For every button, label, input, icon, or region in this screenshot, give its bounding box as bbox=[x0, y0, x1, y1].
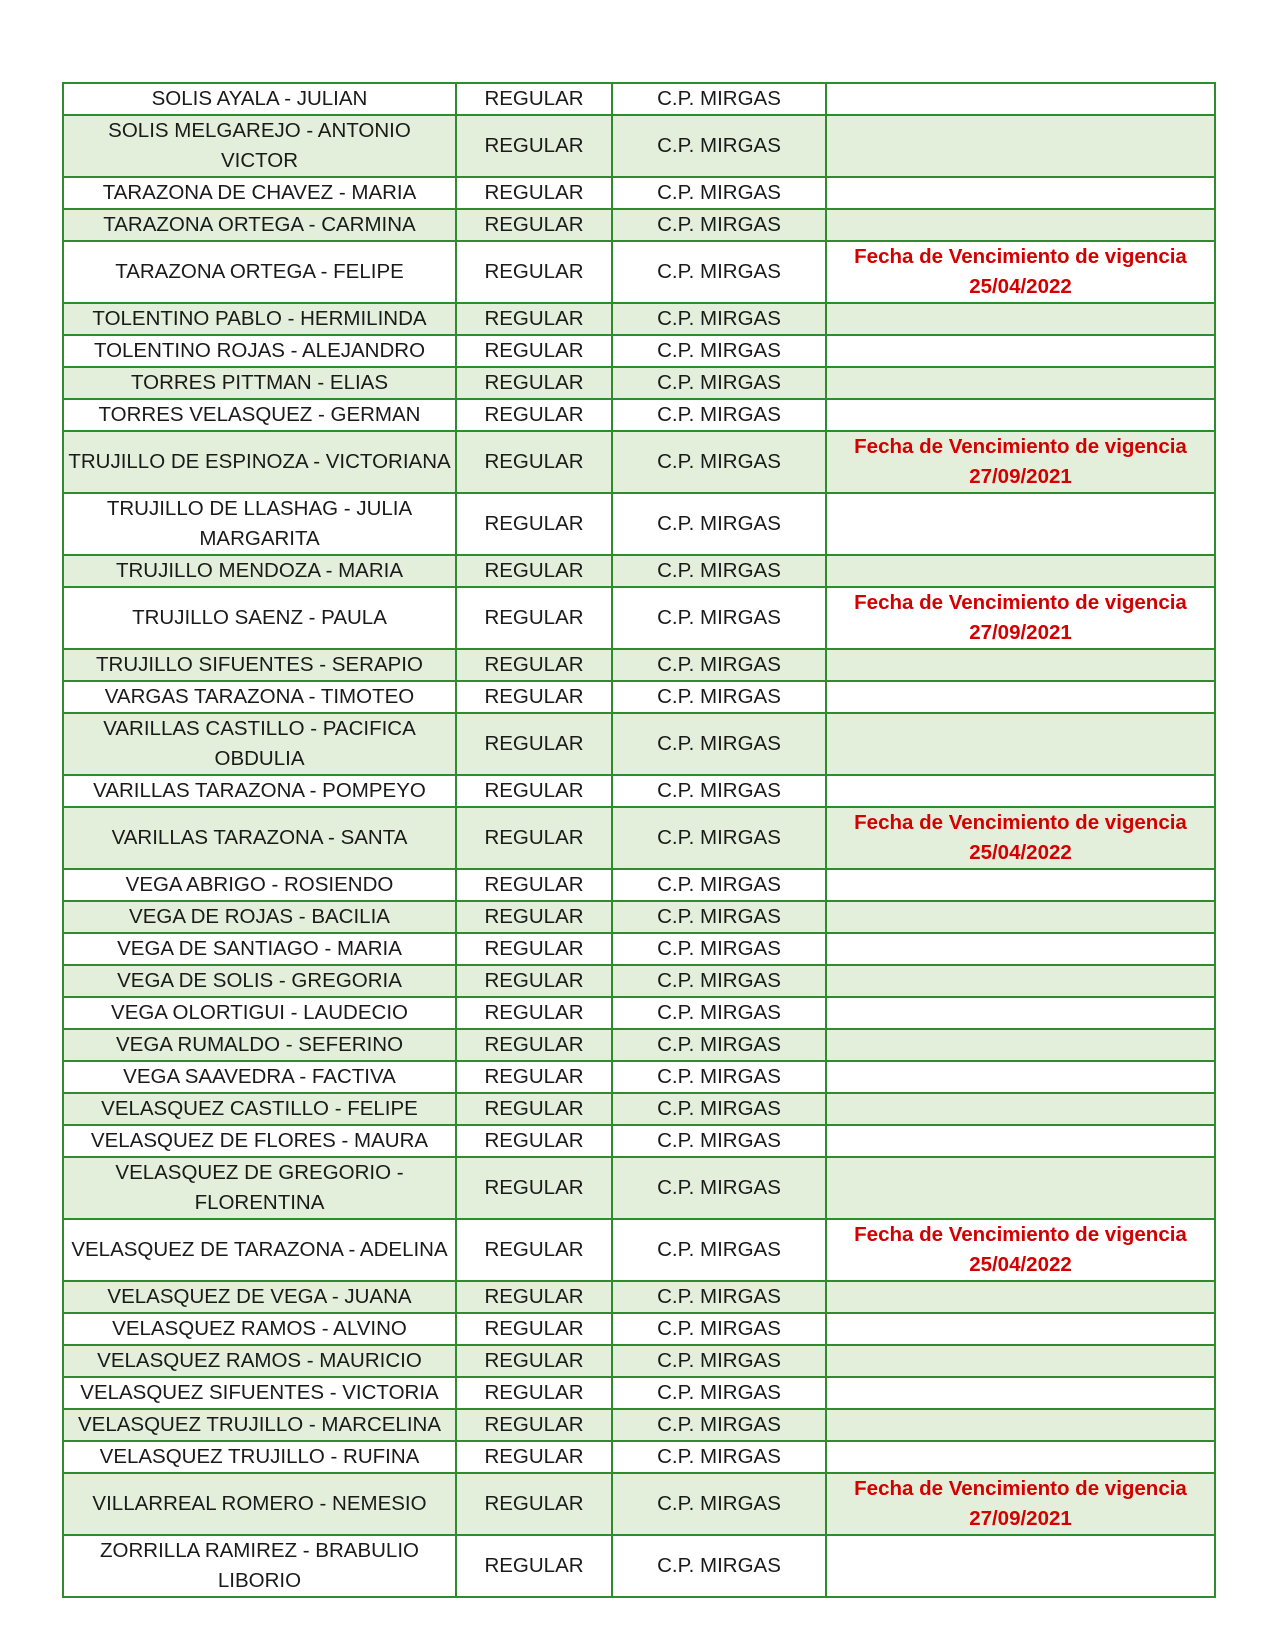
table-row bbox=[63, 335, 1215, 367]
note-cell bbox=[826, 807, 1215, 869]
name-cell: VEGA RUMALDO - SEFERINO bbox=[63, 1029, 456, 1061]
status-cell: REGULAR bbox=[456, 303, 612, 335]
status-cell: REGULAR bbox=[456, 869, 612, 901]
place-cell: C.P. MIRGAS bbox=[612, 209, 826, 241]
place-cell: C.P. MIRGAS bbox=[612, 1157, 826, 1219]
table-row bbox=[63, 431, 1215, 493]
note-cell bbox=[826, 1473, 1215, 1535]
place-cell: C.P. MIRGAS bbox=[612, 1473, 826, 1535]
note-cell bbox=[826, 1377, 1215, 1409]
place-cell: C.P. MIRGAS bbox=[612, 1377, 826, 1409]
name-cell: TOLENTINO PABLO - HERMILINDA bbox=[63, 303, 456, 335]
place-cell: C.P. MIRGAS bbox=[612, 775, 826, 807]
expiry-note-date: 27/09/2021 bbox=[969, 465, 1072, 488]
place-cell: C.P. MIRGAS bbox=[612, 1125, 826, 1157]
name-cell: TRUJILLO MENDOZA - MARIA bbox=[63, 555, 456, 587]
status-cell: REGULAR bbox=[456, 177, 612, 209]
expiry-note-label: Fecha de Vencimiento de vigencia bbox=[854, 591, 1187, 614]
table-row bbox=[63, 1281, 1215, 1313]
note-cell bbox=[826, 649, 1215, 681]
status-cell: REGULAR bbox=[456, 1219, 612, 1281]
expiry-note-date: 25/04/2022 bbox=[969, 275, 1072, 298]
table-row bbox=[63, 775, 1215, 807]
status-cell: REGULAR bbox=[456, 431, 612, 493]
table-row bbox=[63, 587, 1215, 649]
name-cell: VELASQUEZ TRUJILLO - MARCELINA bbox=[63, 1409, 456, 1441]
note-cell bbox=[826, 399, 1215, 431]
name-cell: VELASQUEZ DE VEGA - JUANA bbox=[63, 1281, 456, 1313]
name-cell: VELASQUEZ DE GREGORIO - FLORENTINA bbox=[63, 1157, 456, 1219]
status-cell: REGULAR bbox=[456, 1473, 612, 1535]
name-cell: VELASQUEZ RAMOS - ALVINO bbox=[63, 1313, 456, 1345]
note-cell bbox=[826, 493, 1215, 555]
table-body bbox=[63, 83, 1215, 1597]
status-cell: REGULAR bbox=[456, 1125, 612, 1157]
place-cell: C.P. MIRGAS bbox=[612, 335, 826, 367]
table-row bbox=[63, 367, 1215, 399]
status-cell: REGULAR bbox=[456, 681, 612, 713]
status-cell: REGULAR bbox=[456, 1061, 612, 1093]
status-cell: REGULAR bbox=[456, 933, 612, 965]
name-cell: SOLIS AYALA - JULIAN bbox=[63, 83, 456, 115]
table-row bbox=[63, 115, 1215, 177]
status-cell: REGULAR bbox=[456, 1029, 612, 1061]
note-cell bbox=[826, 303, 1215, 335]
name-cell: VARGAS TARAZONA - TIMOTEO bbox=[63, 681, 456, 713]
name-cell: VELASQUEZ CASTILLO - FELIPE bbox=[63, 1093, 456, 1125]
expiry-note-date: 27/09/2021 bbox=[969, 621, 1072, 644]
table-row bbox=[63, 1377, 1215, 1409]
note-cell bbox=[826, 869, 1215, 901]
note-cell bbox=[826, 681, 1215, 713]
place-cell: C.P. MIRGAS bbox=[612, 1441, 826, 1473]
place-cell: C.P. MIRGAS bbox=[612, 807, 826, 869]
place-cell: C.P. MIRGAS bbox=[612, 1313, 826, 1345]
status-cell: REGULAR bbox=[456, 965, 612, 997]
name-cell: TARAZONA ORTEGA - CARMINA bbox=[63, 209, 456, 241]
note-cell bbox=[826, 1535, 1215, 1597]
name-cell: TARAZONA ORTEGA - FELIPE bbox=[63, 241, 456, 303]
place-cell: C.P. MIRGAS bbox=[612, 431, 826, 493]
name-cell: TARAZONA DE CHAVEZ - MARIA bbox=[63, 177, 456, 209]
note-cell bbox=[826, 177, 1215, 209]
note-cell bbox=[826, 1281, 1215, 1313]
status-cell: REGULAR bbox=[456, 1535, 612, 1597]
note-cell bbox=[826, 933, 1215, 965]
place-cell: C.P. MIRGAS bbox=[612, 713, 826, 775]
place-cell: C.P. MIRGAS bbox=[612, 555, 826, 587]
expiry-note-date: 25/04/2022 bbox=[969, 841, 1072, 864]
name-cell: TRUJILLO SIFUENTES - SERAPIO bbox=[63, 649, 456, 681]
note-cell bbox=[826, 1441, 1215, 1473]
table-row bbox=[63, 1061, 1215, 1093]
name-cell: ZORRILLA RAMIREZ - BRABULIO LIBORIO bbox=[63, 1535, 456, 1597]
expiry-note-label: Fecha de Vencimiento de vigencia bbox=[854, 811, 1187, 834]
place-cell: C.P. MIRGAS bbox=[612, 303, 826, 335]
status-cell: REGULAR bbox=[456, 901, 612, 933]
note-cell bbox=[826, 997, 1215, 1029]
name-cell: VARILLAS TARAZONA - POMPEYO bbox=[63, 775, 456, 807]
table-row bbox=[63, 209, 1215, 241]
name-cell: VARILLAS CASTILLO - PACIFICA OBDULIA bbox=[63, 713, 456, 775]
status-cell: REGULAR bbox=[456, 1093, 612, 1125]
status-cell: REGULAR bbox=[456, 555, 612, 587]
expiry-note-label: Fecha de Vencimiento de vigencia bbox=[854, 435, 1187, 458]
name-cell: VELASQUEZ DE FLORES - MAURA bbox=[63, 1125, 456, 1157]
note-cell bbox=[826, 1157, 1215, 1219]
table-row bbox=[63, 1535, 1215, 1597]
place-cell: C.P. MIRGAS bbox=[612, 1535, 826, 1597]
status-cell: REGULAR bbox=[456, 367, 612, 399]
note-cell bbox=[826, 1125, 1215, 1157]
note-cell bbox=[826, 1061, 1215, 1093]
status-cell: REGULAR bbox=[456, 587, 612, 649]
status-cell: REGULAR bbox=[456, 807, 612, 869]
table-row bbox=[63, 241, 1215, 303]
status-cell: REGULAR bbox=[456, 493, 612, 555]
place-cell: C.P. MIRGAS bbox=[612, 933, 826, 965]
place-cell: C.P. MIRGAS bbox=[612, 649, 826, 681]
note-cell bbox=[826, 1409, 1215, 1441]
table-row bbox=[63, 713, 1215, 775]
expiry-note-date: 27/09/2021 bbox=[969, 1507, 1072, 1530]
note-cell bbox=[826, 555, 1215, 587]
place-cell: C.P. MIRGAS bbox=[612, 1345, 826, 1377]
name-cell: TORRES PITTMAN - ELIAS bbox=[63, 367, 456, 399]
note-cell bbox=[826, 115, 1215, 177]
note-cell bbox=[826, 367, 1215, 399]
status-cell: REGULAR bbox=[456, 399, 612, 431]
beneficiary-table bbox=[62, 82, 1216, 1598]
place-cell: C.P. MIRGAS bbox=[612, 115, 826, 177]
table-row bbox=[63, 869, 1215, 901]
name-cell: TRUJILLO DE LLASHAG - JULIA MARGARITA bbox=[63, 493, 456, 555]
name-cell: TORRES VELASQUEZ - GERMAN bbox=[63, 399, 456, 431]
table-row bbox=[63, 493, 1215, 555]
table-row bbox=[63, 1345, 1215, 1377]
name-cell: VELASQUEZ DE TARAZONA - ADELINA bbox=[63, 1219, 456, 1281]
table-row bbox=[63, 997, 1215, 1029]
note-cell bbox=[826, 1093, 1215, 1125]
note-cell bbox=[826, 241, 1215, 303]
note-cell bbox=[826, 713, 1215, 775]
note-cell bbox=[826, 335, 1215, 367]
table-row bbox=[63, 555, 1215, 587]
note-cell bbox=[826, 431, 1215, 493]
name-cell: SOLIS MELGAREJO - ANTONIO VICTOR bbox=[63, 115, 456, 177]
name-cell: VEGA DE SANTIAGO - MARIA bbox=[63, 933, 456, 965]
place-cell: C.P. MIRGAS bbox=[612, 681, 826, 713]
place-cell: C.P. MIRGAS bbox=[612, 177, 826, 209]
table-row bbox=[63, 933, 1215, 965]
table-row bbox=[63, 965, 1215, 997]
status-cell: REGULAR bbox=[456, 649, 612, 681]
place-cell: C.P. MIRGAS bbox=[612, 901, 826, 933]
expiry-note-label: Fecha de Vencimiento de vigencia bbox=[854, 245, 1187, 268]
status-cell: REGULAR bbox=[456, 1157, 612, 1219]
table-row bbox=[63, 1093, 1215, 1125]
name-cell: VEGA DE ROJAS - BACILIA bbox=[63, 901, 456, 933]
note-cell bbox=[826, 1345, 1215, 1377]
status-cell: REGULAR bbox=[456, 241, 612, 303]
place-cell: C.P. MIRGAS bbox=[612, 1061, 826, 1093]
table-row bbox=[63, 807, 1215, 869]
place-cell: C.P. MIRGAS bbox=[612, 493, 826, 555]
status-cell: REGULAR bbox=[456, 335, 612, 367]
place-cell: C.P. MIRGAS bbox=[612, 241, 826, 303]
table-row bbox=[63, 303, 1215, 335]
table-row bbox=[63, 1441, 1215, 1473]
status-cell: REGULAR bbox=[456, 83, 612, 115]
table-row bbox=[63, 1313, 1215, 1345]
name-cell: TRUJILLO SAENZ - PAULA bbox=[63, 587, 456, 649]
place-cell: C.P. MIRGAS bbox=[612, 83, 826, 115]
note-cell bbox=[826, 1313, 1215, 1345]
name-cell: VELASQUEZ SIFUENTES - VICTORIA bbox=[63, 1377, 456, 1409]
status-cell: REGULAR bbox=[456, 775, 612, 807]
status-cell: REGULAR bbox=[456, 1281, 612, 1313]
table-row bbox=[63, 399, 1215, 431]
place-cell: C.P. MIRGAS bbox=[612, 1281, 826, 1313]
name-cell: TOLENTINO ROJAS - ALEJANDRO bbox=[63, 335, 456, 367]
table-row bbox=[63, 1125, 1215, 1157]
expiry-note-date: 25/04/2022 bbox=[969, 1253, 1072, 1276]
place-cell: C.P. MIRGAS bbox=[612, 997, 826, 1029]
table-row bbox=[63, 1473, 1215, 1535]
note-cell bbox=[826, 901, 1215, 933]
note-cell bbox=[826, 209, 1215, 241]
table-row bbox=[63, 649, 1215, 681]
status-cell: REGULAR bbox=[456, 997, 612, 1029]
table-row bbox=[63, 1029, 1215, 1061]
name-cell: VEGA OLORTIGUI - LAUDECIO bbox=[63, 997, 456, 1029]
status-cell: REGULAR bbox=[456, 1313, 612, 1345]
note-cell bbox=[826, 1029, 1215, 1061]
place-cell: C.P. MIRGAS bbox=[612, 1029, 826, 1061]
name-cell: VILLARREAL ROMERO - NEMESIO bbox=[63, 1473, 456, 1535]
expiry-note-label: Fecha de Vencimiento de vigencia bbox=[854, 1477, 1187, 1500]
status-cell: REGULAR bbox=[456, 713, 612, 775]
note-cell bbox=[826, 587, 1215, 649]
table-row bbox=[63, 1157, 1215, 1219]
status-cell: REGULAR bbox=[456, 209, 612, 241]
note-cell bbox=[826, 775, 1215, 807]
name-cell: VEGA DE SOLIS - GREGORIA bbox=[63, 965, 456, 997]
place-cell: C.P. MIRGAS bbox=[612, 1409, 826, 1441]
name-cell: VELASQUEZ RAMOS - MAURICIO bbox=[63, 1345, 456, 1377]
note-cell bbox=[826, 83, 1215, 115]
table-row bbox=[63, 681, 1215, 713]
name-cell: TRUJILLO DE ESPINOZA - VICTORIANA bbox=[63, 431, 456, 493]
expiry-note-label: Fecha de Vencimiento de vigencia bbox=[854, 1223, 1187, 1246]
table-row bbox=[63, 177, 1215, 209]
table-row bbox=[63, 1409, 1215, 1441]
table-row bbox=[63, 1219, 1215, 1281]
name-cell: VELASQUEZ TRUJILLO - RUFINA bbox=[63, 1441, 456, 1473]
status-cell: REGULAR bbox=[456, 1377, 612, 1409]
table-row bbox=[63, 901, 1215, 933]
status-cell: REGULAR bbox=[456, 1345, 612, 1377]
name-cell: VEGA SAAVEDRA - FACTIVA bbox=[63, 1061, 456, 1093]
note-cell bbox=[826, 965, 1215, 997]
place-cell: C.P. MIRGAS bbox=[612, 869, 826, 901]
place-cell: C.P. MIRGAS bbox=[612, 367, 826, 399]
place-cell: C.P. MIRGAS bbox=[612, 1219, 826, 1281]
table-row bbox=[63, 83, 1215, 115]
place-cell: C.P. MIRGAS bbox=[612, 965, 826, 997]
note-cell bbox=[826, 1219, 1215, 1281]
name-cell: VARILLAS TARAZONA - SANTA bbox=[63, 807, 456, 869]
name-cell: VEGA ABRIGO - ROSIENDO bbox=[63, 869, 456, 901]
status-cell: REGULAR bbox=[456, 1441, 612, 1473]
place-cell: C.P. MIRGAS bbox=[612, 1093, 826, 1125]
place-cell: C.P. MIRGAS bbox=[612, 587, 826, 649]
status-cell: REGULAR bbox=[456, 115, 612, 177]
status-cell: REGULAR bbox=[456, 1409, 612, 1441]
place-cell: C.P. MIRGAS bbox=[612, 399, 826, 431]
